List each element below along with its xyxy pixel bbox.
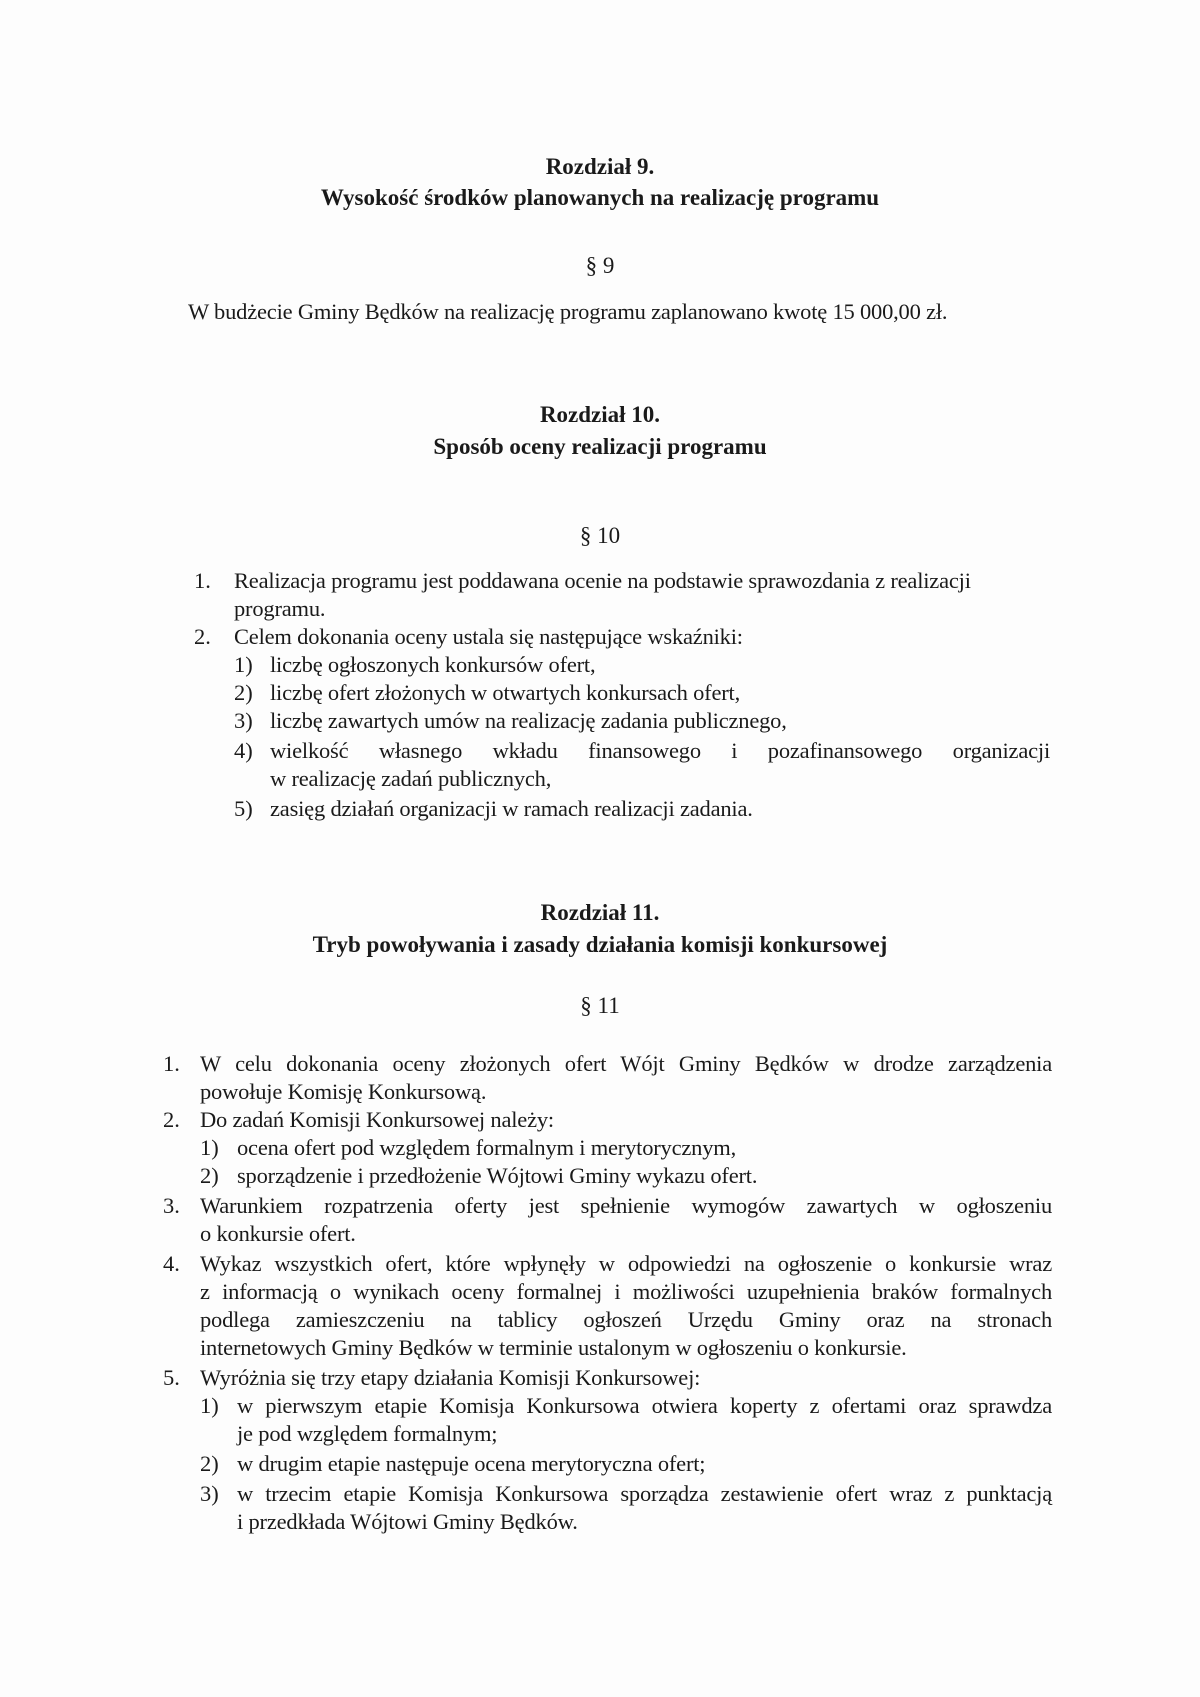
- paragraph-9-text: W budżecie Gminy Będków na realizację programu zaplanowano kwotę 15 000,00 zł.: [188, 299, 948, 324]
- sublist-item-text: i przedkłada Wójtowi Gminy Będków.: [237, 1509, 578, 1534]
- sublist-item-number: 1): [234, 652, 253, 677]
- list-item-text: o konkursie ofert.: [200, 1221, 356, 1246]
- sublist-item-text: liczbę ogłoszonych konkursów ofert,: [270, 652, 596, 677]
- list-item-text: Wykaz wszystkich ofert, które wpłynęły w odpowiedzi na ogłoszenie o konkursie wraz: [200, 1251, 1052, 1276]
- sublist-item-number: 1): [200, 1135, 219, 1160]
- sublist-item-text: liczbę zawartych umów na realizację zadania publicznego,: [270, 708, 787, 733]
- sublist-item-text: w realizację zadań publicznych,: [270, 766, 552, 791]
- sublist-item-number: 1): [200, 1393, 219, 1418]
- paragraph-11-sign: § 11: [580, 993, 620, 1018]
- sublist-item-number: 5): [234, 796, 253, 821]
- sublist-item-text: wielkość własnego wkładu finansowego i pozafinansowego organizacji: [270, 738, 1050, 763]
- sublist-item-text: je pod względem formalnym;: [237, 1421, 498, 1446]
- sublist-item-number: 2): [200, 1163, 219, 1188]
- list-item-text: Celem dokonania oceny ustala się następujące wskaźniki:: [234, 624, 743, 649]
- sublist-item-text: zasięg działań organizacji w ramach realizacji zadania.: [270, 796, 753, 821]
- sublist-item-text: liczbę ofert złożonych w otwartych konkursach ofert,: [270, 680, 741, 705]
- list-item-text: W celu dokonania oceny złożonych ofert Wójt Gminy Będków w drodze zarządzenia: [200, 1051, 1052, 1076]
- paragraph-9-sign: § 9: [585, 253, 615, 278]
- list-item-number: 1.: [163, 1051, 180, 1076]
- chapter-9-title: Rozdział 9.: [545, 154, 655, 179]
- sublist-item-text: ocena ofert pod względem formalnym i merytorycznym,: [237, 1135, 736, 1160]
- sublist-item-text: sporządzenie i przedłożenie Wójtowi Gminy wykazu ofert.: [237, 1163, 758, 1188]
- chapter-11-title: Rozdział 11.: [540, 900, 660, 925]
- list-item-text: Do zadań Komisji Konkursowej należy:: [200, 1107, 554, 1132]
- sublist-item-number: 2): [234, 680, 253, 705]
- list-item-text: programu.: [234, 596, 326, 621]
- sublist-item-text: w pierwszym etapie Komisja Konkursowa otwiera koperty z ofertami oraz sprawdza: [237, 1393, 1052, 1418]
- list-item-number: 1.: [194, 568, 211, 593]
- list-item-text: Realizacja programu jest poddawana ocenie na podstawie sprawozdania z realizacji: [234, 568, 971, 593]
- list-item-text: powołuje Komisję Konkursową.: [200, 1079, 487, 1104]
- list-item-text: z informacją o wynikach oceny formalnej i możliwości uzupełnienia braków formalnych: [200, 1279, 1052, 1304]
- sublist-item-number: 3): [200, 1481, 219, 1506]
- list-item-text: Wyróżnia się trzy etapy działania Komisji Konkursowej:: [200, 1365, 701, 1390]
- list-item-number: 4.: [163, 1251, 180, 1276]
- paragraph-10-sign: § 10: [579, 523, 621, 548]
- list-item-text: internetowych Gminy Będków w terminie ustalonym w ogłoszeniu o konkursie.: [200, 1335, 907, 1360]
- list-item-text: Warunkiem rozpatrzenia oferty jest spełnienie wymogów zawartych w ogłoszeniu: [200, 1193, 1052, 1218]
- list-item-number: 2.: [194, 624, 211, 649]
- chapter-10-title: Rozdział 10.: [539, 402, 661, 427]
- chapter-9-subtitle: Wysokość środków planowanych na realizację programu: [320, 185, 880, 210]
- chapter-11-subtitle: Tryb powoływania i zasady działania komisji konkursowej: [312, 932, 888, 957]
- list-item-text: podlega zamieszczeniu na tablicy ogłoszeń Urzędu Gminy oraz na stronach: [200, 1307, 1052, 1332]
- sublist-item-number: 3): [234, 708, 253, 733]
- list-item-number: 2.: [163, 1107, 180, 1132]
- sublist-item-text: w trzecim etapie Komisja Konkursowa sporządza zestawienie ofert wraz z punktacją: [237, 1481, 1052, 1506]
- chapter-10-subtitle: Sposób oceny realizacji programu: [433, 434, 767, 459]
- sublist-item-text: w drugim etapie następuje ocena merytoryczna ofert;: [237, 1451, 706, 1476]
- list-item-number: 5.: [163, 1365, 180, 1390]
- sublist-item-number: 2): [200, 1451, 219, 1476]
- sublist-item-number: 4): [234, 738, 253, 763]
- list-item-number: 3.: [163, 1193, 180, 1218]
